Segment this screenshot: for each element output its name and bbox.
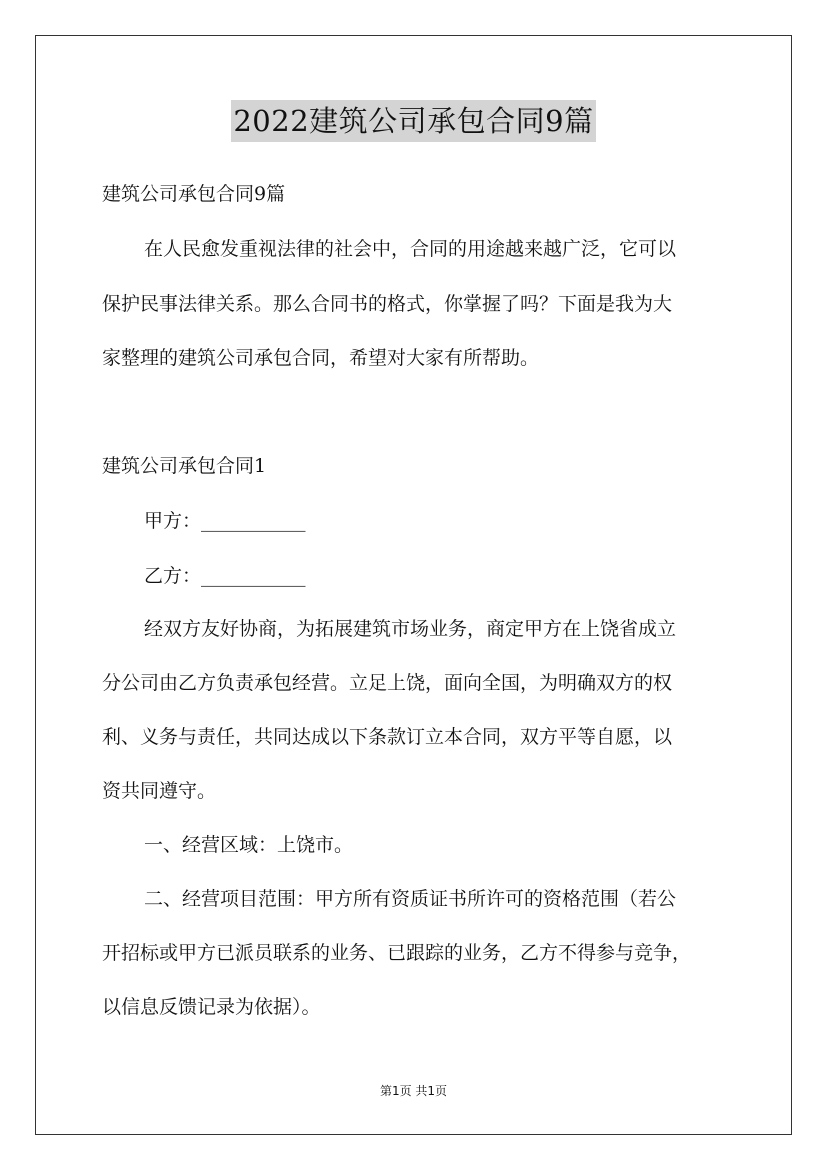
clause-2-line-2: 开招标或甲方已派员联系的业务、已跟踪的业务，乙方不得参与竞争， bbox=[102, 942, 692, 964]
page-footer: 第1页 共1页 bbox=[379, 1084, 448, 1098]
agreement-line-4: 资共同遵守。 bbox=[102, 780, 217, 802]
title-container bbox=[0, 100, 827, 142]
party-b-line: 乙方：___________ bbox=[144, 565, 306, 587]
agreement-line-3: 利、义务与责任，共同达成以下条款订立本合同，双方平等自愿，以 bbox=[102, 726, 673, 748]
party-a-line: 甲方：___________ bbox=[144, 510, 306, 532]
intro-line-3: 家整理的建筑公司承包合同，希望对大家有所帮助。 bbox=[102, 347, 540, 369]
clause-1: 一、经营区域：上饶市。 bbox=[144, 834, 354, 856]
clause-2-line-3: 以信息反馈记录为依据）。 bbox=[102, 996, 321, 1018]
agreement-line-2: 分公司由乙方负责承包经营。立足上饶，面向全国，为明确双方的权 bbox=[102, 672, 673, 694]
agreement-line-1: 经双方友好协商，为拓展建筑市场业务，商定甲方在上饶省成立 bbox=[144, 618, 677, 640]
intro-line-2: 保护民事法律关系。那么合同书的格式，你掌握了吗？下面是我为大 bbox=[102, 293, 673, 315]
document-subtitle: 建筑公司承包合同9篇 bbox=[102, 183, 286, 205]
section-heading: 建筑公司承包合同1 bbox=[102, 455, 267, 477]
intro-line-1: 在人民愈发重视法律的社会中，合同的用途越来越广泛，它可以 bbox=[144, 238, 677, 260]
document-title: 2022建筑公司承包合同9篇 bbox=[231, 100, 595, 142]
clause-2-line-1: 二、经营项目范围：甲方所有资质证书所许可的资格范围（若公 bbox=[144, 888, 677, 910]
